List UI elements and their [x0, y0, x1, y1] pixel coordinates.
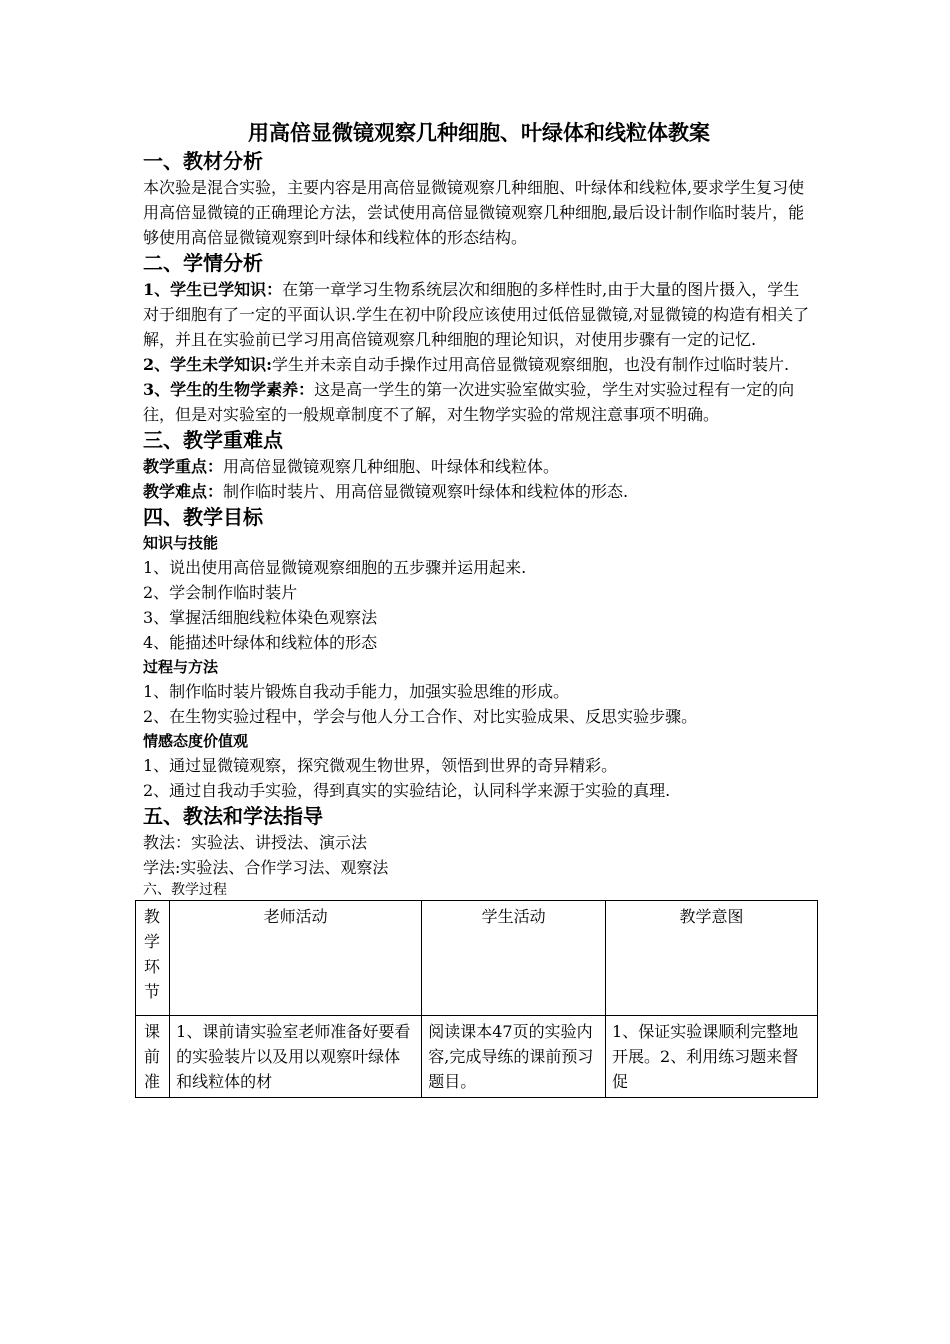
section-process [143, 880, 815, 1098]
subheading: 过程与方法 [143, 658, 219, 676]
paragraph-text: 在第一章学习生物系统层次和细胞的多样性时,由于大量的图片摄入，学生对于细胞有了一定的平面认识.学生在初中阶段应该使用过低倍显微镜,对显微镜的构造有相关了解，并且在实验前已学习用高倍镜观察几种细胞的理论知识，对使用步骤有一定的记忆. [143, 280, 810, 349]
section-student-analysis [143, 250, 815, 427]
table-header-cell: 学生活动 [422, 901, 606, 1016]
table-row [136, 1016, 818, 1098]
list-item: 1、通过显微镜观察，探究微观生物世界，领悟到世界的奇异精彩。 [143, 756, 618, 775]
list-item: 4、能描述叶绿体和线粒体的形态 [143, 633, 378, 652]
paragraph-label: 2、学生未学知识: [143, 355, 273, 374]
list-item: 3、掌握活细胞线粒体染色观察法 [143, 608, 378, 627]
paragraph-label: 教学难点： [143, 482, 224, 501]
paragraph: 教法：实验法、讲授法、演示法 [143, 833, 368, 852]
section-methods [143, 803, 815, 880]
list-item: 1、制作临时装片锻炼自我动手能力，加强实验思维的形成。 [143, 682, 570, 701]
process-table [135, 900, 818, 1098]
table-header-cell: 教学环节 [136, 901, 170, 1016]
paragraph [143, 377, 815, 427]
table-cell: 课前准 [136, 1016, 170, 1098]
list-item: 2、在生物实验过程中，学会与他人分工合作、对比实验成果、反思实验步骤。 [143, 707, 698, 726]
table-cell: 阅读课本47页的实验内容,完成导练的课前预习题目。 [422, 1016, 606, 1098]
table-header-cell: 教学意图 [606, 901, 818, 1016]
list-item: 2、通过自我动手实验，得到真实的实验结论，认同科学来源于实验的真理. [143, 781, 671, 800]
paragraph-text: 制作临时装片、用高倍显微镜观察叶绿体和线粒体的形态. [223, 482, 629, 501]
paragraph-label: 1、学生已学知识： [143, 280, 283, 299]
table-header-cell: 老师活动 [170, 901, 422, 1016]
document-page [143, 118, 815, 1098]
paragraph-text: 这是高一学生的第一次进实验室做实验，学生对实验过程有一定的向往，但是对实验室的一般规章制度不了解，对生物学实验的常规注意事项不明确。 [143, 380, 795, 424]
paragraph-label: 教学重点： [143, 457, 224, 476]
section-heading: 六、教学过程 [143, 882, 227, 898]
table-header-row [136, 901, 818, 1016]
section-heading: 五、教法和学法指导 [143, 804, 323, 828]
paragraph-text: 学生并未亲自动手操作过用高倍显微镜观察细胞，也没有制作过临时装片. [272, 355, 790, 374]
paragraph [143, 454, 815, 479]
paragraph-text: 用高倍显微镜观察几种细胞、叶绿体和线粒体。 [223, 457, 560, 476]
section-objectives [143, 504, 815, 803]
subheading: 情感态度价值观 [143, 732, 249, 750]
paragraph [143, 479, 815, 504]
section-textbook-analysis [143, 148, 815, 250]
paragraph-label: 3、学生的生物学素养： [143, 380, 315, 399]
section-heading: 三、教学重难点 [143, 428, 283, 452]
paragraph: 学法:实验法、合作学习法、观察法 [143, 858, 389, 877]
paragraph: 本次验是混合实验，主要内容是用高倍显微镜观察几种细胞、叶绿体和线粒体,要求学生复习使用高倍显微镜的正确理论方法，尝试使用高倍显微镜观察几种细胞,最后设计制作临时装片，能够使用高倍显微镜观察到叶绿体和线粒体的形态结构。 [143, 178, 805, 247]
section-key-points [143, 427, 815, 504]
subheading: 知识与技能 [143, 534, 219, 552]
section-heading: 四、教学目标 [143, 505, 263, 529]
document-title: 用高倍显微镜观察几种细胞、叶绿体和线粒体教案 [248, 120, 710, 145]
list-item: 1、说出使用高倍显微镜观察细胞的五步骤并运用起来. [143, 558, 527, 577]
section-heading: 一、教材分析 [143, 149, 263, 173]
paragraph [143, 277, 815, 352]
section-heading: 二、学情分析 [143, 251, 263, 275]
table-cell: 1、课前请实验室老师准备好要看的实验装片以及用以观察叶绿体和线粒体的材 [170, 1016, 422, 1098]
list-item: 2、学会制作临时装片 [143, 583, 298, 602]
table-cell: 1、保证实验课顺利完整地开展。2、利用练习题来督促 [606, 1016, 818, 1098]
paragraph [143, 352, 815, 377]
